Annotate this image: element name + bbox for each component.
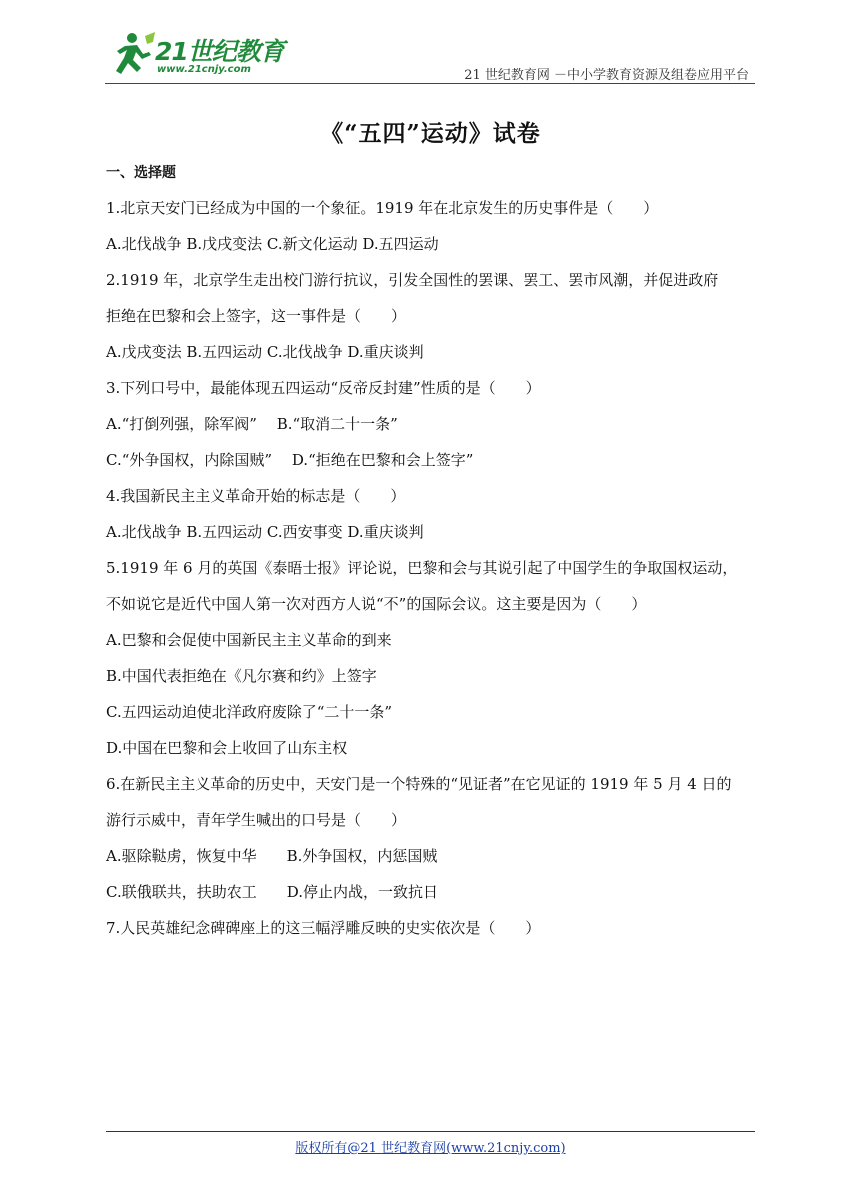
question-line: B.中国代表拒绝在《凡尔赛和约》上签字 bbox=[106, 667, 377, 685]
header-tagline: 21 世纪教育网 －中小学教育资源及组卷应用平台 bbox=[464, 68, 749, 83]
page-header bbox=[105, 30, 755, 86]
question-line: A.巴黎和会促使中国新民主主义革命的到来 bbox=[106, 631, 392, 649]
question-line: 2.1919 年，北京学生走出校门游行抗议，引发全国性的罢课、罢工、罢市风潮，并促进政府 bbox=[106, 271, 719, 289]
footer-divider bbox=[106, 1131, 755, 1132]
question-line: A.戊戌变法 B.五四运动 C.北伐战争 D.重庆谈判 bbox=[106, 343, 424, 361]
question-line: 不如说它是近代中国人第一次对西方人说“不”的国际会议。这主要是因为（ ） bbox=[106, 595, 647, 613]
question-line: 7.人民英雄纪念碑碑座上的这三幅浮雕反映的史实依次是（ ） bbox=[106, 919, 541, 937]
site-logo[interactable] bbox=[105, 30, 285, 82]
question-line: A.驱除鞑虏，恢复中华 B.外争国权，内惩国贼 bbox=[106, 847, 438, 865]
logo-url: www.21cnjy.com bbox=[157, 64, 251, 75]
section-heading: 一、选择题 bbox=[106, 165, 176, 181]
question-line: C.联俄联共，扶助农工 D.停止内战，一致抗日 bbox=[106, 883, 438, 901]
footer-copyright-link[interactable]: 版权所有@21 世纪教育网(www.21cnjy.com) bbox=[295, 1141, 566, 1156]
question-line: 3.下列口号中，最能体现五四运动“反帝反封建”性质的是（ ） bbox=[106, 379, 541, 397]
question-line: C.“外争国权，内除国贼” D.“拒绝在巴黎和会上签字” bbox=[106, 451, 474, 469]
question-line: 游行示威中，青年学生喊出的口号是（ ） bbox=[106, 811, 407, 829]
question-line: A.北伐战争 B.戊戌变法 C.新文化运动 D.五四运动 bbox=[106, 235, 439, 253]
question-line: C.五四运动迫使北洋政府废除了“二十一条” bbox=[106, 703, 393, 721]
question-line: A.北伐战争 B.五四运动 C.西安事变 D.重庆谈判 bbox=[106, 523, 424, 541]
logo-text: 21世纪教育 bbox=[155, 37, 284, 66]
question-line: A.“打倒列强，除军阀” B.“取消二十一条” bbox=[106, 415, 398, 433]
question-line: 4.我国新民主主义革命开始的标志是（ ） bbox=[106, 487, 406, 505]
question-line: D.中国在巴黎和会上收回了山东主权 bbox=[106, 739, 348, 757]
document-title: 《“五四”运动》试卷 bbox=[320, 120, 541, 147]
question-line: 5.1919 年 6 月的英国《泰晤士报》评论说，巴黎和会与其说引起了中国学生的争取国权运动， bbox=[106, 559, 738, 577]
runner-logo-icon bbox=[105, 30, 157, 78]
question-line: 拒绝在巴黎和会上签字，这一事件是（ ） bbox=[106, 307, 407, 325]
header-divider bbox=[105, 83, 755, 84]
question-line: 1.北京天安门已经成为中国的一个象征。1919 年在北京发生的历史事件是（ ） bbox=[106, 199, 659, 217]
question-line: 6.在新民主主义革命的历史中，天安门是一个特殊的“见证者”在它见证的 1919 年 5 月 4 日的 bbox=[106, 775, 732, 793]
